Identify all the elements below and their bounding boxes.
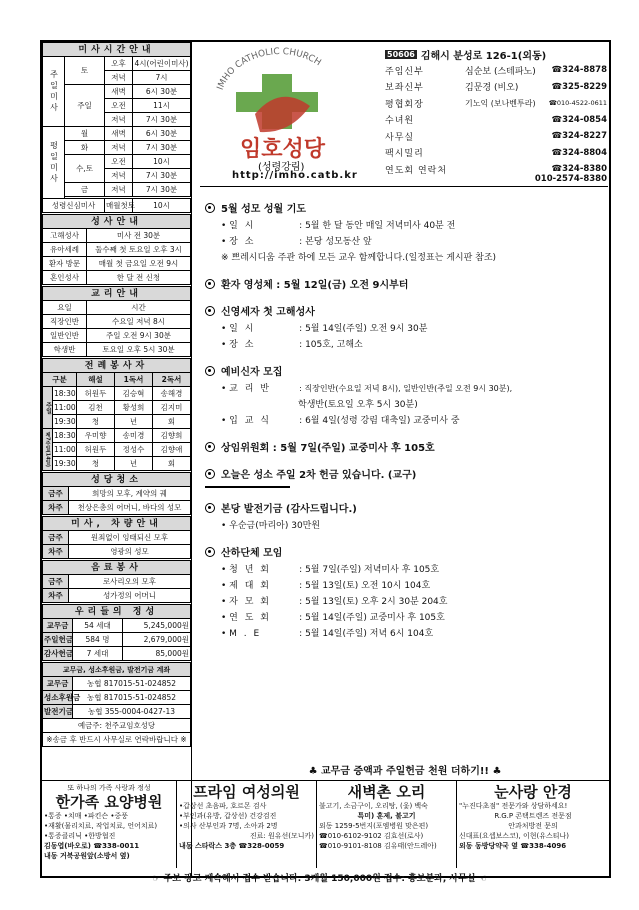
- bank-account: 농협 817015-51-024852: [73, 691, 191, 705]
- notice-block: [205, 276, 605, 291]
- mass-title: 미사시간안내: [43, 43, 191, 57]
- contact-phone: ☎324-8227: [551, 131, 607, 142]
- mass-time-label: 저녁: [105, 141, 133, 155]
- notice-item: • 자 모 회 : 5월 13일(토) 오후 2시 30분 204호: [221, 597, 448, 607]
- ad-line: •통증 •치매 •파킨슨 •중풍: [44, 812, 129, 820]
- meal-title: 음료봉사: [43, 561, 191, 575]
- mass-time-label: 저녁: [105, 183, 133, 197]
- ad-location: 내동 거북공원앞(소방서 옆): [44, 852, 130, 860]
- spirit-mass-time: 10시: [133, 199, 191, 213]
- service-time: 18:30: [53, 429, 77, 443]
- notice-item: • 일 시 : 5월 14일(주일) 오전 9시 30분: [221, 324, 428, 334]
- education-value: 토요일 오후 5시 30분: [87, 343, 191, 357]
- sacrament-key: 환자 방문: [43, 257, 87, 271]
- service-cell: 회: [153, 415, 191, 429]
- mass-time: 10시: [133, 155, 191, 169]
- spirit-mass-label: 성령신심미사: [43, 199, 105, 213]
- notices: [205, 200, 605, 652]
- love-table: [42, 604, 191, 661]
- address: [385, 46, 607, 62]
- education-head: 요일: [43, 301, 87, 315]
- education-key: 일반인반: [43, 329, 87, 343]
- mass-time: 7시 30분: [133, 183, 191, 197]
- notice-item: • 제 대 회 : 5월 13일(토) 오전 10시 104호: [221, 581, 431, 591]
- parking-table: [42, 516, 191, 559]
- sacrament-value: 매월 첫 금요일 오전 9시: [87, 257, 191, 271]
- ad-line: 외동 1259-5번지(포엠병원 맞은편): [319, 822, 429, 830]
- notice-block: [205, 303, 605, 351]
- notice-block: [205, 544, 605, 640]
- sacrament-table: [42, 214, 191, 285]
- love-count: 584 명: [73, 633, 123, 647]
- bullet-icon: [205, 306, 215, 316]
- sacrament-value: 한 달 전 신청: [87, 271, 191, 285]
- weekday: 월: [65, 127, 105, 141]
- service-cell: 김승혁: [115, 387, 153, 401]
- service-cell: 김향애: [153, 443, 191, 457]
- service-cell: 회: [153, 457, 191, 471]
- notice-item: • 연 도 회 : 5월 14일(주일) 교중미사 후 105호: [221, 613, 445, 623]
- contact-key: 사무실: [385, 132, 415, 143]
- ad-clinic: [177, 781, 317, 868]
- ad-line: •통증클리닉 •한방협진: [44, 832, 116, 840]
- service-head: 2독서: [153, 373, 191, 387]
- cleaning-table: [42, 472, 191, 515]
- notice-item: • 교 리 반 : 직장인반(수요일 저녁 8시), 일반인반(주일 오전 9시 30분),: [221, 384, 513, 394]
- contact-key: 주임신부: [385, 66, 424, 77]
- church-sub: (성령강림): [258, 162, 305, 173]
- contact-row: [385, 62, 607, 79]
- service-head: 해설: [77, 373, 115, 387]
- service-time: 19:30: [53, 415, 77, 429]
- meal-table: [42, 560, 191, 603]
- service-cell: 김향희: [153, 429, 191, 443]
- meal-key: 금주: [43, 575, 69, 589]
- weekday: 화: [65, 141, 105, 155]
- church-logo-graphic: [200, 44, 360, 174]
- notice-title: 신영세자 첫 고해성사: [205, 303, 605, 318]
- notice-block: [205, 466, 605, 481]
- contact-row: [385, 145, 607, 162]
- service-cell: 황성희: [115, 401, 153, 415]
- cleaning-key: 금주: [43, 487, 69, 501]
- notice-item: • 일 시 : 5월 한 달 동안 매일 저녁미사 40분 전: [221, 221, 456, 231]
- service-cell: 김지미: [153, 401, 191, 415]
- ad-tagline: 또 하나의 가족 사랑과 정성: [67, 784, 151, 792]
- love-key: 감사헌금: [43, 647, 73, 661]
- notice-title: 예비신자 모집: [205, 363, 605, 378]
- service-head: 1독서: [115, 373, 153, 387]
- notice-item: • M . E : 5월 14일(주일) 저녁 6시 104호: [221, 629, 434, 639]
- ad-phone: 내동 스타락스 3층 ☎328-0059: [179, 842, 285, 850]
- education-head: 시간: [87, 301, 191, 315]
- mass-time-label: 저녁: [105, 113, 133, 127]
- service-cell: 청: [77, 457, 115, 471]
- ad-restaurant: [317, 781, 457, 868]
- love-key: 교무금: [43, 619, 73, 633]
- cleaning-value: 천상은총의 어머니, 바다의 성모: [69, 501, 191, 515]
- service-cell: 송미경: [115, 429, 153, 443]
- ad-line: R.G.P 콘택트렌즈 전문점: [494, 812, 572, 820]
- notice-title: 산하단체 모임: [205, 544, 605, 559]
- service-time: 19:30: [53, 457, 77, 471]
- church-en-name: IMHO CATHOLIC CHURCH: [215, 46, 323, 92]
- mass-time: 4시(어린이미사): [133, 57, 191, 71]
- service-cell: 청: [77, 415, 115, 429]
- service-cell: 송해경: [153, 387, 191, 401]
- ad-line: 신대표(요셉보스코), 이현(유스티나): [459, 832, 570, 840]
- weekday: 수,토: [65, 155, 105, 183]
- service-cell: 허원두: [77, 387, 115, 401]
- parking-key: 금주: [43, 531, 69, 545]
- contact-phone: ☎010-4522-0611: [548, 99, 607, 108]
- ad-name: 프라임 여성의원: [193, 783, 300, 801]
- header-divider: [200, 186, 608, 187]
- ad-line: •갑상선 초음파, 호르몬 검사: [179, 802, 267, 810]
- ad-name: 한가족 요양병원: [55, 793, 163, 811]
- footer-notice: ☞ 주보 광고 계속해서 접수 받습니다. 3개월 150,000원 접수: 홍보분과, 사무실 ☜: [152, 874, 487, 884]
- service-cell: 정성수: [115, 443, 153, 457]
- contact-info: [385, 46, 607, 184]
- contact-key: 수녀원: [385, 116, 415, 127]
- notice-item: • 장 소 : 105호, 고해소: [221, 340, 363, 350]
- love-count: 7 세대: [73, 647, 123, 661]
- bullet-icon: [205, 279, 215, 289]
- love-amount: 85,000원: [123, 647, 191, 661]
- contact-phone: ☎324-8804: [551, 147, 607, 158]
- contact-phone: ☎324-8878: [551, 65, 607, 76]
- sacrament-value: 둘수째 첫 토요일 오후 3시: [87, 243, 191, 257]
- bank-title: 교무금, 성소후원금, 발전기금 계좌: [43, 663, 191, 677]
- education-key: 학생반: [43, 343, 87, 357]
- weekday: 금: [65, 183, 105, 197]
- ad-line: ☎010-6102-9102 김효선(로사): [319, 832, 424, 840]
- love-title: 우리들의 정성: [43, 605, 191, 619]
- bank-key: 발전기금: [43, 705, 73, 719]
- service-cell: 허원두: [77, 443, 115, 457]
- meal-value: 성가정의 어머니: [69, 589, 191, 603]
- mass-time-label: 저녁: [105, 169, 133, 183]
- cleaning-title: 성당청소: [43, 473, 191, 487]
- weekday-mass-label: 평일미사: [43, 127, 65, 199]
- mass-time: 11시: [133, 99, 191, 113]
- mass-time: 6시 30분: [133, 85, 191, 99]
- notice-item: • 청 년 회 : 5월 7일(주일) 저녁미사 후 105호: [221, 565, 440, 575]
- church-url[interactable]: http://imho.catb.kr: [232, 170, 358, 181]
- ad-line: 안과처방전 문의: [508, 822, 558, 830]
- contact-name: 심순보 (스테파노): [465, 66, 536, 77]
- service-cell: 우미향: [77, 429, 115, 443]
- notice-block: [205, 200, 605, 264]
- mass-time-label: 저녁: [105, 71, 133, 85]
- ad-line: ☎010-9101-8108 김유태(안드레아): [319, 842, 437, 850]
- sunday-label: 주일: [65, 85, 105, 127]
- mass-time-label: 오전: [105, 99, 133, 113]
- mass-time-label: 새벽: [105, 127, 133, 141]
- contact-phone: ☎324-0854: [551, 114, 607, 125]
- sacrament-key: 고해성사: [43, 229, 87, 243]
- church-name: 임호성당: [240, 136, 326, 162]
- bullet-icon: [205, 203, 215, 213]
- ad-line: 불고기, 소금구이, 오리탕, (옻) 백숙: [319, 802, 428, 810]
- love-key: 주일헌금: [43, 633, 73, 647]
- education-value: 수요일 저녁 8시: [87, 315, 191, 329]
- service-head: 구분: [43, 373, 77, 387]
- service-time: 11:00: [53, 443, 77, 457]
- contact-row: [385, 79, 607, 96]
- service-title: 전례봉사자: [43, 359, 191, 373]
- parking-value: 영광의 성모: [69, 545, 191, 559]
- love-amount: 2,679,000원: [123, 633, 191, 647]
- bank-holder: 예금주: 천주교임호성당: [43, 719, 191, 733]
- mass-time: 7시 30분: [133, 141, 191, 155]
- meal-key: 차주: [43, 589, 69, 603]
- ad-phone: 김동엽(바오로) ☎338-0011: [44, 842, 140, 850]
- notice-title: 5월 성모 성월 기도: [205, 200, 605, 215]
- address-text: 김해시 분성로 126-1(외동): [420, 50, 547, 62]
- sacrament-key: 혼인성사: [43, 271, 87, 285]
- notice-title: 본당 발전기금 (감사드립니다.): [205, 500, 605, 515]
- bank-note: ※송금 후 반드시 사무실로 연락바랍니다 ※: [43, 733, 191, 747]
- mass-time: 7시: [133, 71, 191, 85]
- service-cell: 년: [115, 457, 153, 471]
- contact-phone: ☎324-8380: [551, 164, 607, 175]
- sacrament-title: 성사안내: [43, 215, 191, 229]
- sunday-mass-label: 주일미사: [43, 57, 65, 127]
- service-cell: 년: [115, 415, 153, 429]
- mass-time-label: 오전: [105, 155, 133, 169]
- notice-block: [205, 363, 605, 427]
- ad-line: •의사 산부인과 7명, 소아과 2명: [179, 822, 278, 830]
- notice-item: 학생반(토요일 오후 5시 30분): [298, 400, 418, 410]
- saturday-label: 토: [65, 57, 105, 85]
- postal-code: 50606: [387, 49, 415, 59]
- contact-row: [385, 112, 607, 129]
- service-group: 주일: [43, 387, 53, 429]
- cleaning-key: 차주: [43, 501, 69, 515]
- notice-separator: [205, 486, 290, 488]
- education-value: 주일 오전 9시 30분: [87, 329, 191, 343]
- contact-name: 김문경 (비오): [465, 83, 519, 94]
- notice-title: 환자 영성체 : 5월 12일(금) 오전 9시부터: [205, 276, 605, 291]
- education-table: [42, 286, 191, 357]
- contact-key: 평협회장: [385, 99, 424, 110]
- education-title: 교리안내: [43, 287, 191, 301]
- mass-time-label: 오후: [105, 57, 133, 71]
- bullet-icon: [205, 442, 215, 452]
- bank-table: [42, 662, 191, 747]
- ads-strip: [42, 780, 609, 868]
- mass-time: 7시 30분: [133, 113, 191, 127]
- ad-line: "누진다초점" 전문가와 상담하세요!: [459, 802, 568, 810]
- bank-account: 농협 817015-51-024852: [73, 677, 191, 691]
- ad-name: 새벽촌 오리: [347, 783, 426, 801]
- mass-table: [42, 42, 191, 213]
- bullet-icon: [205, 547, 215, 557]
- bullet-icon: [205, 469, 215, 479]
- bank-account: 농협 355-0004-0427-13: [73, 705, 191, 719]
- service-time: 11:00: [53, 401, 77, 415]
- parking-value: 원죄없이 잉태되신 모후: [69, 531, 191, 545]
- bullet-icon: [205, 366, 215, 376]
- contact-key: 팩시밀리: [385, 149, 424, 160]
- closing-message: ♣ 교무금 증액과 주일헌금 천원 더하기!! ♣: [308, 766, 502, 777]
- spirit-mass-day: 매월첫토: [105, 199, 133, 213]
- notice-note: ※ 쁘레시디움 주관 하에 모든 교우 함께합니다.(일정표는 게시판 참조): [221, 253, 497, 263]
- notice-block: [205, 439, 605, 454]
- contact-key: 보좌신부: [385, 83, 424, 94]
- contact-row: [385, 95, 607, 112]
- notice-item: • 장 소 : 본당 성모동산 앞: [221, 237, 372, 247]
- bank-key: 교무금: [43, 677, 73, 691]
- contact-name: 기노익 (보나벤투라): [465, 98, 536, 108]
- contact-row: [385, 128, 607, 145]
- service-time: 18:30: [53, 387, 77, 401]
- service-cell: 김천: [77, 401, 115, 415]
- ad-line: 특미) 훈제, 불고기: [357, 812, 416, 820]
- mass-time: 6시 30분: [133, 127, 191, 141]
- ad-phone: 외동 동방당약국 옆 ☎338-4096: [459, 842, 567, 850]
- contact-phone: ☎325-8229: [551, 81, 607, 92]
- extra-phone: 010-2574-8380: [534, 173, 607, 184]
- notice-title: 오늘은 성소 주일 2차 헌금 있습니다. (교구): [205, 466, 605, 481]
- service-table: [42, 358, 191, 471]
- ad-name: 눈사랑 안경: [494, 783, 572, 801]
- bullet-icon: [205, 503, 215, 513]
- ad-hospital: [42, 781, 177, 868]
- left-column: [42, 42, 192, 878]
- ad-line: 진료: 원유선(모니카): [249, 832, 314, 840]
- notice-item: • 우순금(마리아) 30만원: [221, 521, 321, 531]
- parking-title: 미사, 차량안내: [43, 517, 191, 531]
- service-group: 제7주일(14일): [43, 429, 53, 471]
- ad-line: •부인과(유방, 갑상선) 건강검진: [179, 812, 277, 820]
- love-amount: 5,245,000원: [123, 619, 191, 633]
- meal-value: 로사리오의 모후: [69, 575, 191, 589]
- bank-key: 성소후원금: [43, 691, 73, 705]
- ad-optician: [457, 781, 609, 868]
- church-logo: [200, 44, 360, 184]
- mass-time: 7시 30분: [133, 169, 191, 183]
- sacrament-value: 미사 전 30분: [87, 229, 191, 243]
- parking-key: 차주: [43, 545, 69, 559]
- love-count: 54 세대: [73, 619, 123, 633]
- cleaning-value: 희망의 모후, 계약의 궤: [69, 487, 191, 501]
- ad-line: •재활(물리치료, 작업치료, 언어치료): [44, 822, 158, 830]
- notice-item: • 입 교 식 : 6월 4일(성령 강림 대축일) 교중미사 중: [221, 416, 460, 426]
- sacrament-key: 유아세례: [43, 243, 87, 257]
- mass-time-label: 새벽: [105, 85, 133, 99]
- notice-block: [205, 500, 605, 532]
- education-key: 직장인반: [43, 315, 87, 329]
- contact-key: 연도회 연락처: [385, 165, 448, 176]
- notice-title: 상임위원회 : 5월 7일(주일) 교중미사 후 105호: [205, 439, 605, 454]
